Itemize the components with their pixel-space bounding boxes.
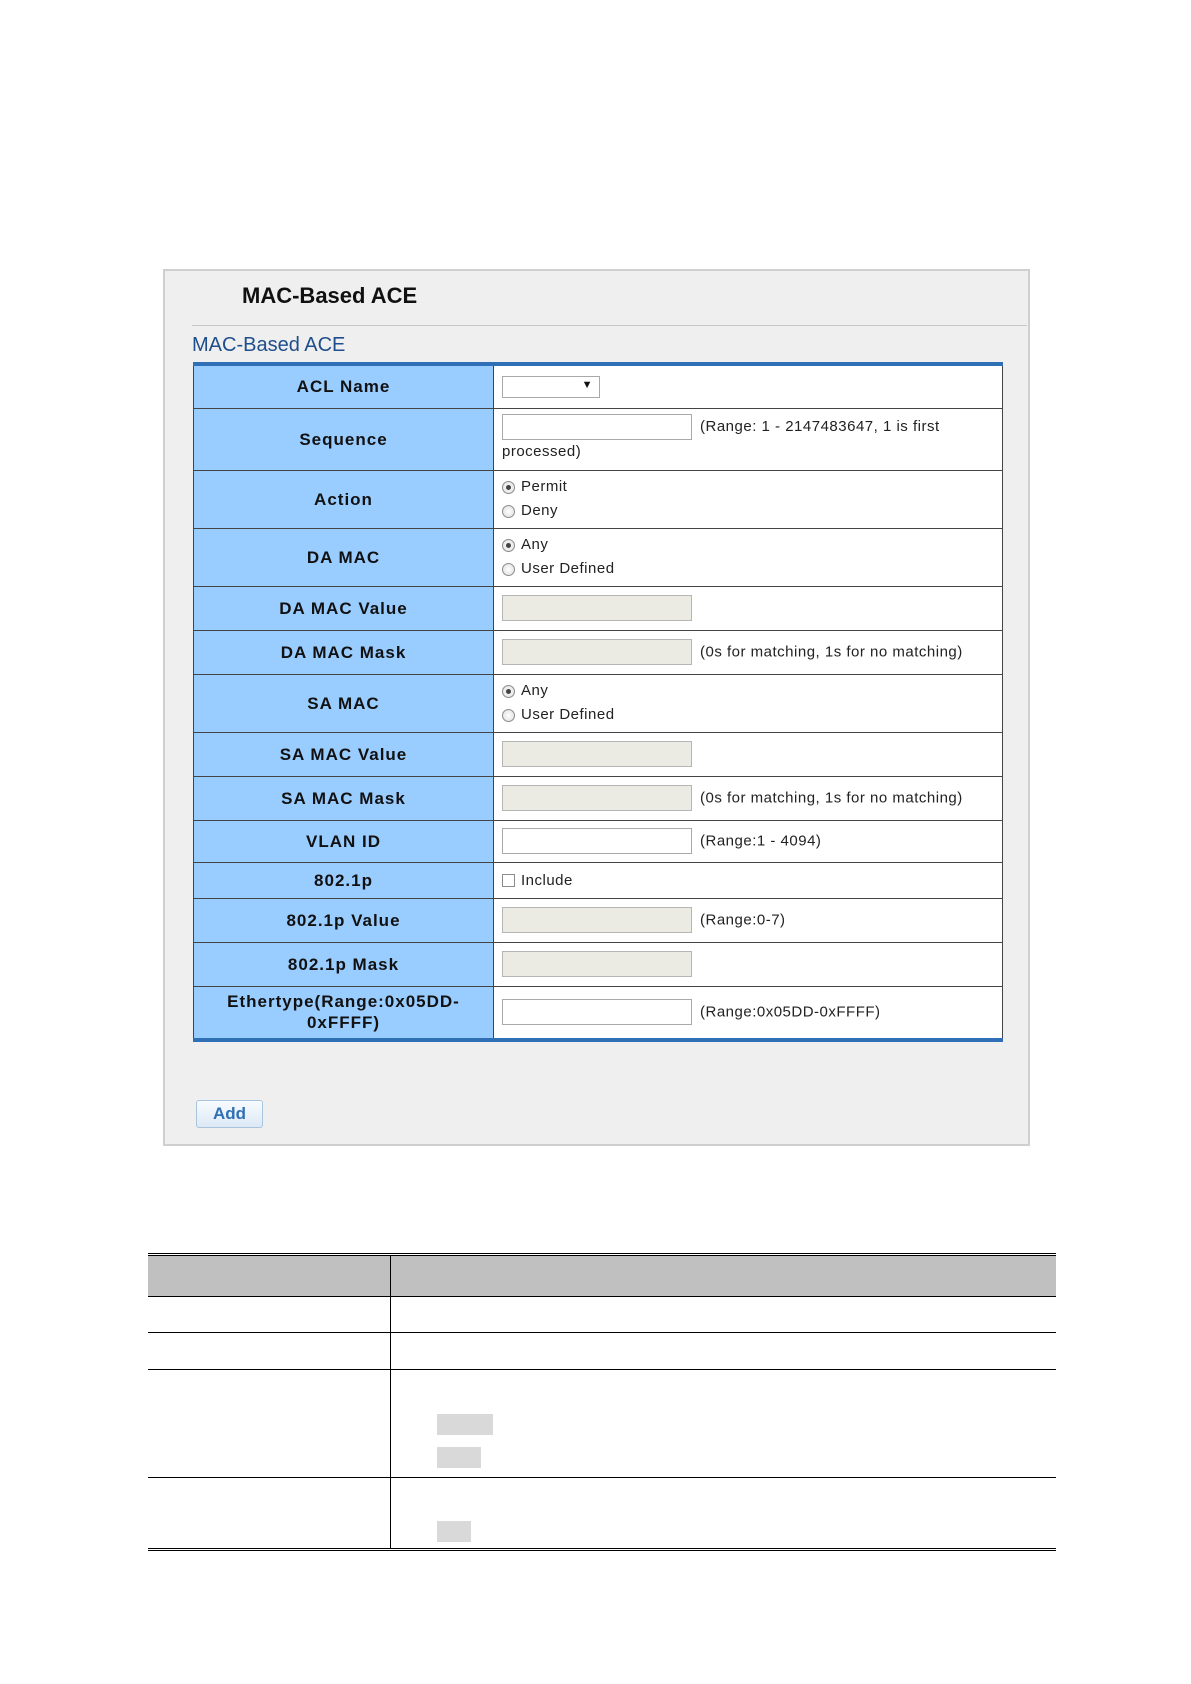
description-header-cell: [391, 1255, 1057, 1297]
description-header-cell: [148, 1255, 391, 1297]
page-title: MAC-Based ACE: [242, 283, 418, 308]
action-permit-radio[interactable]: [502, 481, 515, 494]
da-mac-label: DA MAC: [194, 528, 494, 586]
description-row: [148, 1333, 1056, 1370]
sa-mac-any-label: Any: [521, 682, 549, 699]
vlan-id-hint: (Range:1 - 4094): [700, 832, 822, 850]
form-row-dot1p-mask: [194, 942, 1003, 986]
sa-mac-mask-input[interactable]: [502, 785, 692, 811]
sa-mac-any-radio[interactable]: [502, 685, 515, 698]
sa-mac-label: SA MAC: [194, 674, 494, 732]
title-divider: [192, 325, 1027, 326]
ethertype-input[interactable]: [502, 999, 692, 1025]
description-row: [148, 1297, 1056, 1333]
da-mac-value-input[interactable]: [502, 595, 692, 621]
vlan-id-label: VLAN ID: [194, 820, 494, 862]
sa-mac-mask-hint: (0s for matching, 1s for no matching): [700, 789, 963, 807]
action-label: Action: [194, 470, 494, 528]
description-row: [148, 1478, 1056, 1550]
da-mac-value-label: DA MAC Value: [194, 586, 494, 630]
da-mac-user-defined-radio[interactable]: [502, 563, 515, 576]
sequence-input[interactable]: [502, 414, 692, 440]
action-deny-label: Deny: [521, 502, 559, 519]
da-mac-any-label: Any: [521, 536, 549, 553]
description-table: [148, 1253, 1056, 1551]
form-row-da-mac: [194, 528, 1003, 586]
vlan-id-input[interactable]: [502, 828, 692, 854]
ethertype-hint: (Range:0x05DD-0xFFFF): [700, 1003, 881, 1021]
sa-mac-value-label: SA MAC Value: [194, 732, 494, 776]
action-deny-radio[interactable]: [502, 505, 515, 518]
sa-mac-mask-label: SA MAC Mask: [194, 776, 494, 820]
acl-name-label: ACL Name: [194, 364, 494, 408]
form-row-da-mac-value: [194, 586, 1003, 630]
sequence-label: Sequence: [194, 408, 494, 470]
dot1p-include-checkbox[interactable]: [502, 874, 515, 887]
dot1p-value-hint: (Range:0-7): [700, 911, 786, 929]
dot1p-include-label: Include: [521, 871, 573, 889]
description-row: [148, 1370, 1056, 1478]
form-row-vlan-id: [194, 820, 1003, 862]
form-row-dot1p-value: [194, 898, 1003, 942]
form-row-sa-mac-mask: [194, 776, 1003, 820]
form-row-sa-mac-value: [194, 732, 1003, 776]
mac-ace-form: [193, 362, 1003, 1042]
action-permit-label: Permit: [521, 478, 568, 495]
dropdown-arrow-icon: ▼: [581, 378, 593, 391]
form-row-sa-mac: [194, 674, 1003, 732]
form-row-da-mac-mask: [194, 630, 1003, 674]
form-row-dot1p: [194, 862, 1003, 898]
form-row-sequence: [194, 408, 1003, 470]
dot1p-value-label: 802.1p Value: [194, 898, 494, 942]
dot1p-value-input[interactable]: [502, 907, 692, 933]
dot1p-mask-input[interactable]: [502, 951, 692, 977]
acl-name-select[interactable]: [502, 376, 600, 398]
sa-mac-user-defined-radio[interactable]: [502, 709, 515, 722]
highlight-chip: [437, 1414, 493, 1435]
add-button[interactable]: Add: [196, 1100, 263, 1128]
form-row-ethertype: [194, 986, 1003, 1040]
da-mac-user-defined-label: User Defined: [521, 560, 615, 577]
sa-mac-user-defined-label: User Defined: [521, 706, 615, 723]
highlight-chip: [437, 1447, 481, 1468]
dot1p-label: 802.1p: [194, 862, 494, 898]
dot1p-mask-label: 802.1p Mask: [194, 942, 494, 986]
da-mac-mask-input[interactable]: [502, 639, 692, 665]
form-row-acl-name: [194, 364, 1003, 408]
ethertype-label: Ethertype(Range:0x05DD-0xFFFF): [194, 986, 494, 1040]
description-header-row: [148, 1255, 1056, 1297]
form-row-action: [194, 470, 1003, 528]
highlight-chip: [437, 1521, 471, 1542]
da-mac-any-radio[interactable]: [502, 539, 515, 552]
da-mac-mask-label: DA MAC Mask: [194, 630, 494, 674]
sa-mac-value-input[interactable]: [502, 741, 692, 767]
section-title: MAC-Based ACE: [192, 334, 346, 356]
sequence-hint: (Range: 1 - 2147483647, 1 is first processed): [502, 417, 940, 461]
mac-ace-panel: [163, 269, 1030, 1146]
da-mac-mask-hint: (0s for matching, 1s for no matching): [700, 643, 963, 661]
